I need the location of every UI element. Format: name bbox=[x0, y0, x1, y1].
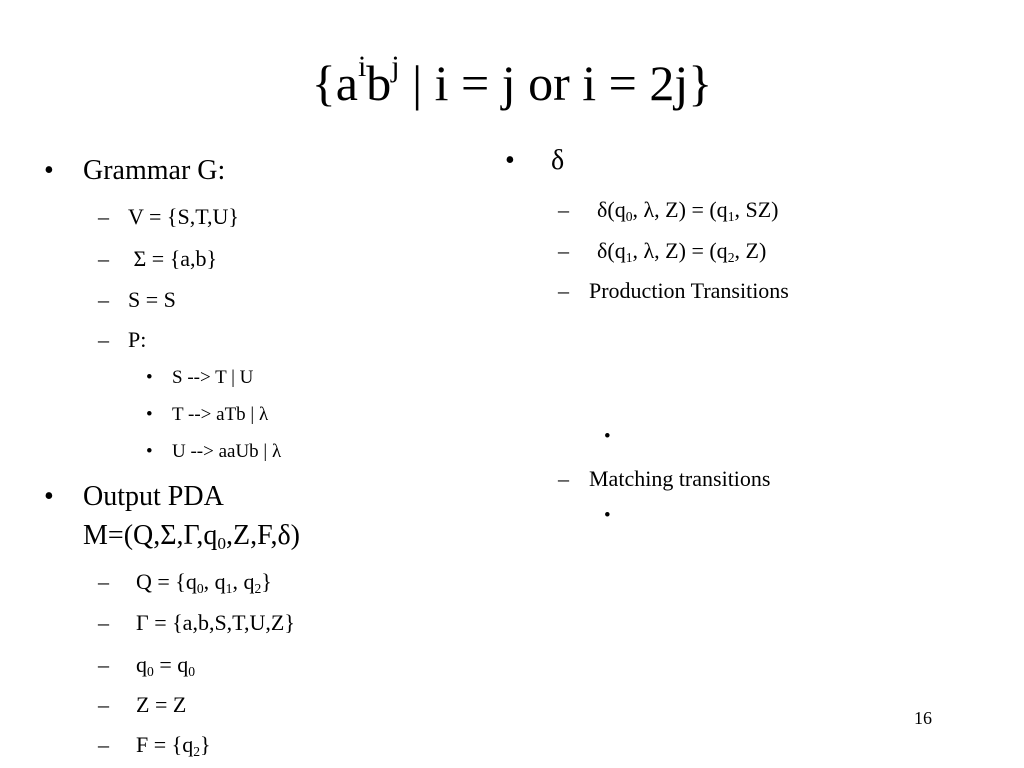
bullet-marker: • bbox=[604, 426, 611, 447]
title-part-open: {a bbox=[311, 55, 358, 111]
bullet-marker: • bbox=[44, 481, 54, 512]
production-transitions-label: Production Transitions bbox=[589, 278, 789, 303]
dash-marker: – bbox=[98, 692, 109, 717]
production-s: S --> T | U bbox=[172, 367, 254, 388]
dash-marker: – bbox=[98, 652, 109, 677]
grammar-heading: Grammar G: bbox=[83, 155, 226, 186]
dash-marker: – bbox=[558, 466, 569, 491]
grammar-item-sigma: Σ = {a,b} bbox=[128, 246, 218, 271]
pda-item-z: Z = Z bbox=[136, 692, 187, 717]
dash-marker: – bbox=[98, 732, 109, 757]
slide-title bbox=[0, 48, 1024, 118]
delta-transition-1: $\delta(q_0$, λ, $Z) = (q_1$, SZ) bbox=[597, 197, 779, 225]
dash-marker: – bbox=[558, 197, 569, 222]
pda-item-q: $Q = \{q_0$, $q_1$, $q_2$} bbox=[136, 569, 272, 597]
dash-marker: – bbox=[98, 327, 109, 352]
title-superscript-j: j bbox=[391, 50, 400, 83]
title-part-b: b bbox=[366, 55, 392, 111]
pda-item-f: $F = \{q_2\}$ bbox=[136, 732, 211, 760]
pda-item-gamma: Γ = {a,b,S,T,U,Z} bbox=[136, 610, 295, 635]
production-u: U --> aaUb | λ bbox=[172, 441, 282, 462]
pda-item-q0: $q_0 = q_0$ bbox=[136, 652, 196, 680]
pda-heading-line1: Output PDA bbox=[83, 481, 224, 512]
dash-marker: – bbox=[98, 287, 109, 312]
dash-marker: – bbox=[98, 610, 109, 635]
dash-marker: – bbox=[558, 238, 569, 263]
grammar-item-v: V = {S,T,U} bbox=[128, 204, 239, 229]
bullet-marker: • bbox=[44, 155, 54, 186]
matching-transitions-label: Matching transitions bbox=[589, 466, 771, 491]
dash-marker: – bbox=[98, 246, 109, 271]
dash-marker: – bbox=[558, 278, 569, 303]
dash-marker: – bbox=[98, 569, 109, 594]
delta-heading: δ bbox=[551, 145, 565, 176]
bullet-marker: • bbox=[146, 404, 153, 425]
grammar-item-p: P: bbox=[128, 327, 147, 352]
production-t: T --> aTb | λ bbox=[172, 404, 269, 425]
delta-transition-2: $\delta(q_1$, λ, $Z) = (q_2$, Z) bbox=[597, 238, 767, 266]
bullet-marker: • bbox=[146, 367, 153, 388]
title-superscript-i: i bbox=[357, 50, 367, 83]
bullet-marker: • bbox=[146, 441, 153, 462]
bullet-marker: • bbox=[505, 145, 515, 176]
pda-heading-line2: $M=(Q,\Sigma,\Gamma,q_0,Z,F,\delta)$ bbox=[83, 520, 300, 554]
dash-marker: – bbox=[98, 204, 109, 229]
bullet-marker: • bbox=[604, 505, 611, 526]
page-number: 16 bbox=[914, 708, 932, 728]
grammar-item-s: S = S bbox=[128, 287, 176, 312]
title-part-rest: | i = j or i = 2j} bbox=[399, 55, 713, 111]
